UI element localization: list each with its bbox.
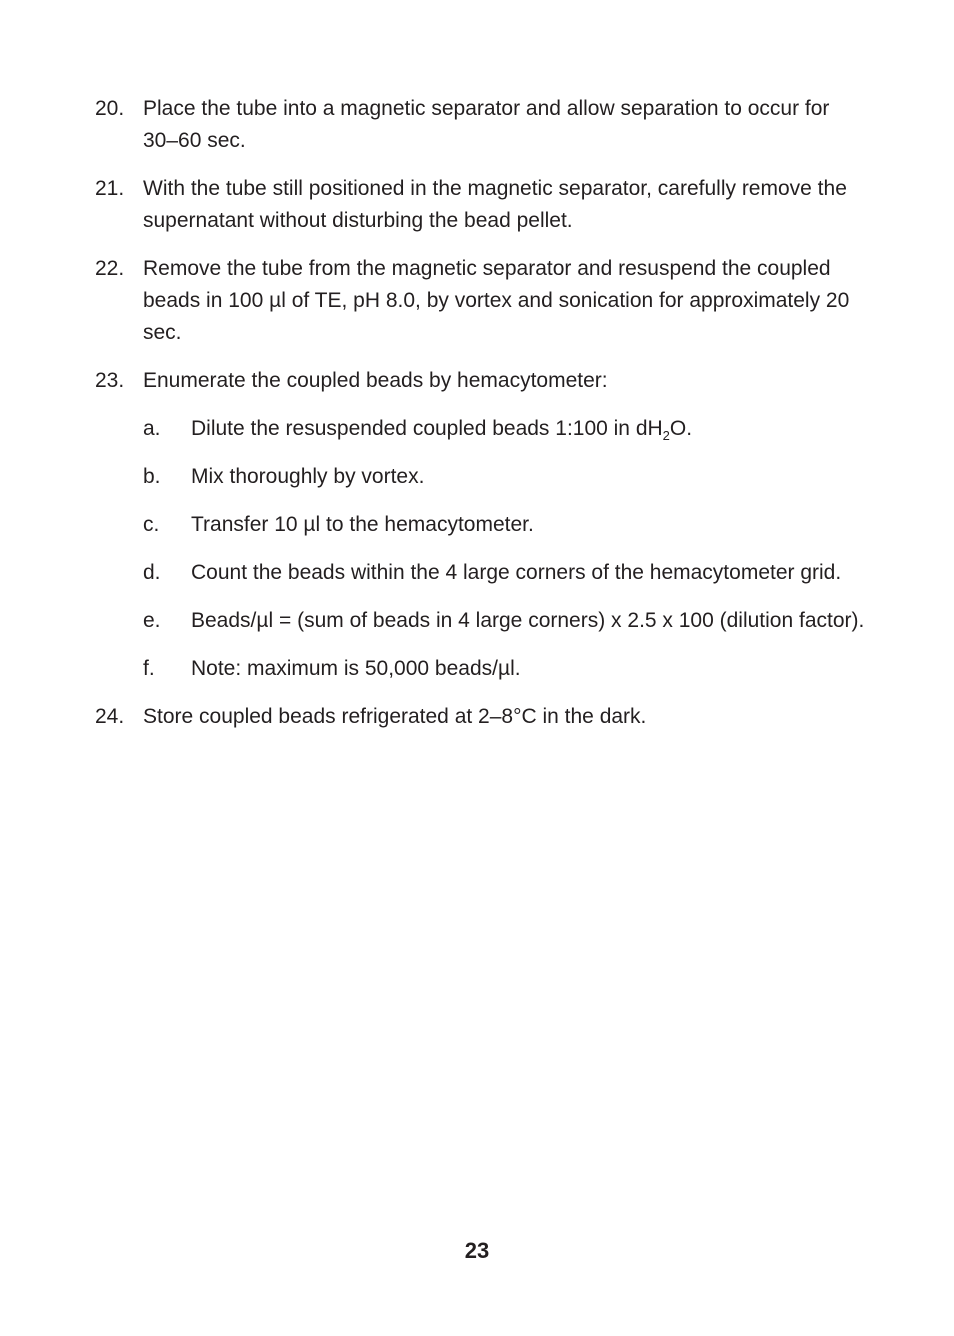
step-22: [95, 253, 870, 349]
substep-text: Mix thoroughly by vortex.: [191, 465, 425, 488]
substep-list: [143, 413, 870, 685]
substep-letter: b.: [143, 465, 161, 488]
substep-text: Transfer 10 µl to the hemacytometer.: [191, 513, 534, 536]
step-text: Store coupled beads refrigerated at 2–8°C in the dark.: [143, 705, 647, 728]
substep-text: [191, 417, 693, 443]
substep-text-after: O.: [669, 417, 693, 440]
step-20: [95, 93, 870, 157]
substep-text: Note: maximum is 50,000 beads/µl.: [191, 657, 521, 680]
subscript: 2: [662, 428, 670, 443]
substep-a: [143, 413, 870, 445]
step-number: 22.: [95, 257, 125, 280]
step-number: 20.: [95, 97, 125, 120]
substep-letter: e.: [143, 609, 161, 632]
step-text: With the tube still positioned in the magnetic separator, carefully remove the supernatant without disturbing the bead pellet.: [143, 177, 847, 232]
substep-e: [143, 605, 870, 637]
step-number: 23.: [95, 369, 125, 392]
substep-text: Beads/µl = (sum of beads in 4 large corners) x 2.5 x 100 (dilution factor).: [191, 609, 865, 632]
page-number: 23: [464, 1238, 490, 1263]
substep-text-before: Dilute the resuspended coupled beads 1:100 in dH: [191, 417, 663, 440]
substep-letter: a.: [143, 417, 161, 440]
substep-text: Count the beads within the 4 large corners of the hemacytometer grid.: [191, 561, 842, 584]
substep-b: [143, 461, 870, 493]
substep-letter: f.: [143, 657, 155, 680]
step-text: Place the tube into a magnetic separator and allow separation to occur for 30–60 sec.: [143, 97, 830, 152]
step-text: Remove the tube from the magnetic separator and resuspend the coupled beads in 100 µl of TE, pH 8.0, by vortex and sonication for approximately 20 sec.: [143, 257, 850, 344]
step-21: [95, 173, 870, 237]
substep-f: [143, 653, 870, 685]
substep-d: [143, 557, 870, 589]
substep-c: [143, 509, 870, 541]
step-24: [95, 701, 870, 733]
step-number: 21.: [95, 177, 125, 200]
step-number: 24.: [95, 705, 125, 728]
procedure-steps: [95, 93, 870, 749]
step-text: Enumerate the coupled beads by hemacytometer:: [143, 369, 608, 392]
substep-letter: d.: [143, 561, 161, 584]
step-23: [95, 365, 870, 685]
substep-letter: c.: [143, 513, 160, 536]
